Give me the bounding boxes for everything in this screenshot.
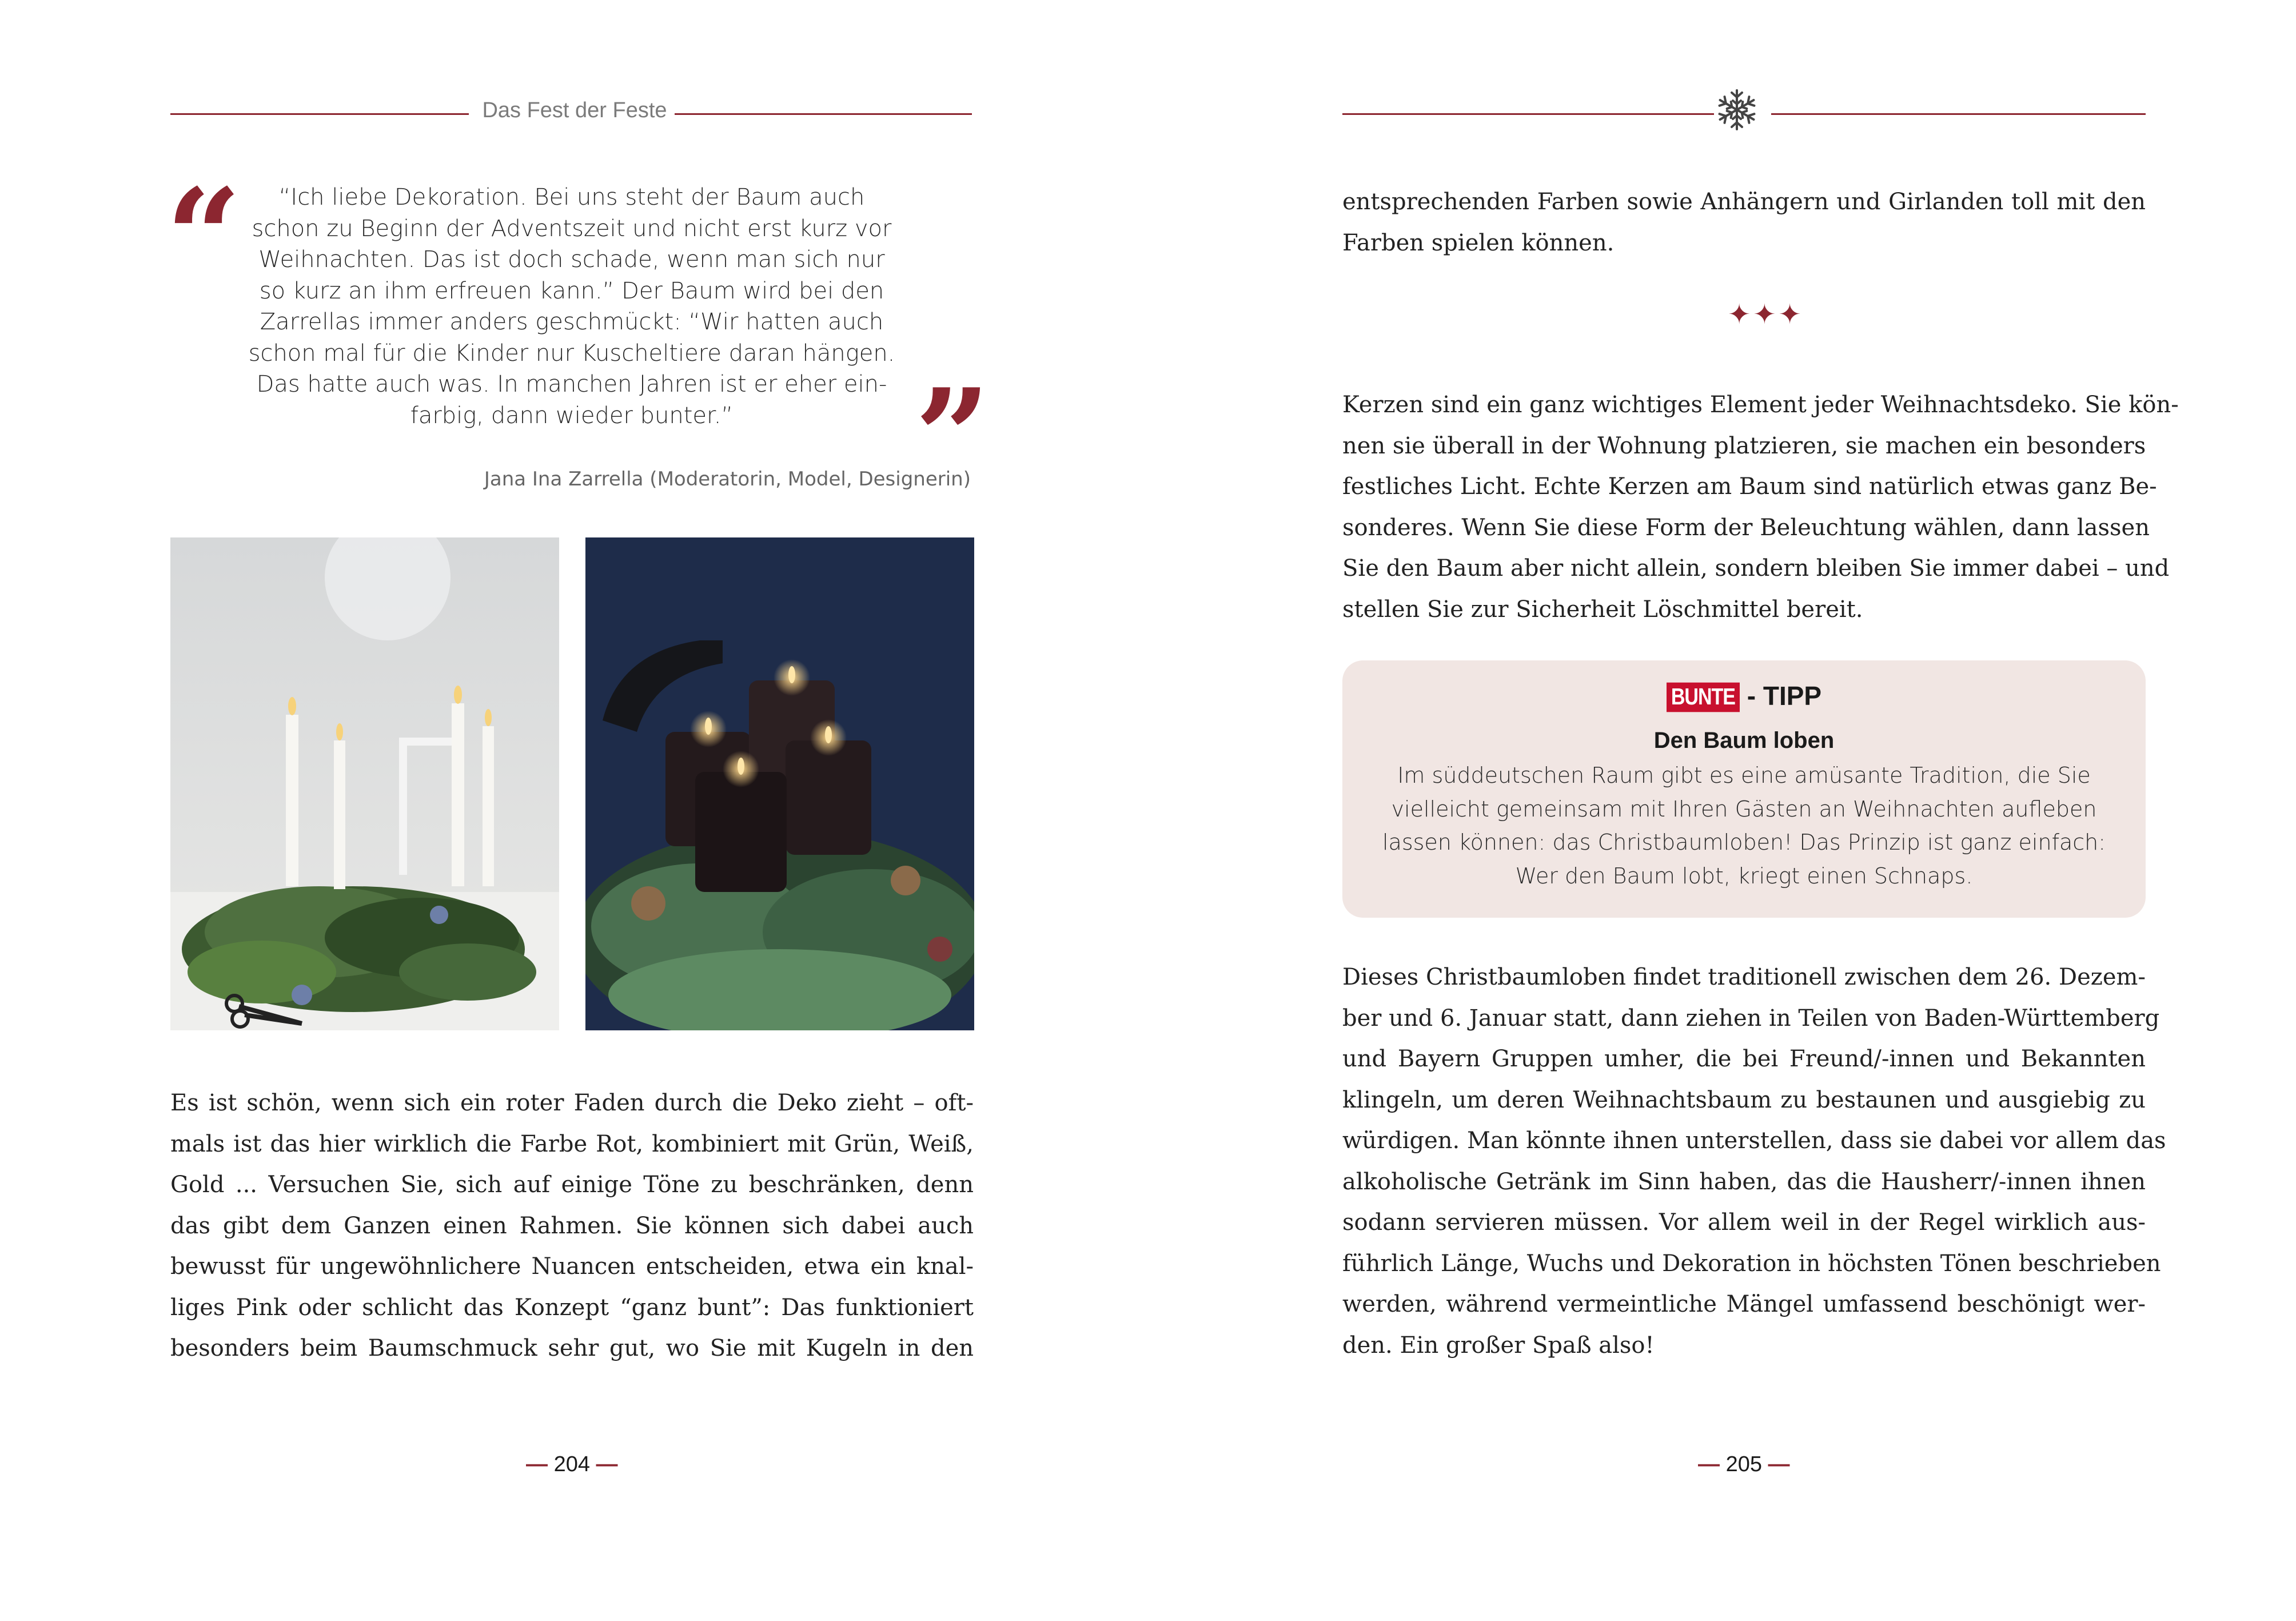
pull-quote: “Ich liebe Dekoration. Bei uns steht der Baum auch schon zu Beginn der Adventszeit und nicht erst kurz vor Weihnachten. Das ist doch schade, wenn man sich nur so kurz an ihm erfreuen kann.” Der Baum wird bei den Zarrellas immer anders geschmückt: “Wir hatten auch schon mal für die Kinder nur Kuscheltiere daran hängen. Das hatte auch was. In manchen Jahren ist er eher ein- farbig, dann wieder bunter.” <box>248 184 895 429</box>
tip-text: Im süddeutschen Raum gibt es eine amüsante Tradition, die Sie vielleicht gemeinsam mit Ihren Gästen an Weihnachten aufleben lassen können: das Christbaumloben! Das Prinzip ist ganz einfach: Wer den Baum lobt, kriegt einen Schnaps. <box>1382 763 2106 889</box>
opening-quote-icon: “ <box>166 160 242 314</box>
tip-title: Den Baum loben <box>1653 728 1835 753</box>
diamond-divider-icon: ✦✦✦ <box>1728 298 1804 330</box>
body-text-closing: Dieses Christbaumloben findet traditionell zwischen dem 26. Dezem- ber und 6. Januar statt, dann ziehen in Teilen von Baden-Württemberg und Bayern Gruppen umher, die bei Freund/-innen und Bekannten klingeln, um deren Weihnachtsbaum zu bestaunen und ausgiebig zu würdigen. Man könnte ihnen unterstellen, dass sie dabei vor allem das alkoholische Getränk im Sinn haben, das die Hausherr/-innen ihnen sodann servieren müssen. Vor allem weil in der Regel wirklich aus- führlich Länge, Wuchs und Dekoration in höchsten Tönen beschrieben werden, während vermeintliche Mängel umfassend beschönigt wer- den. Ein großer Spaß also! <box>1342 964 2166 1359</box>
running-head: Das Fest der Feste <box>482 98 667 122</box>
header-rule-left <box>170 113 469 115</box>
snowflake-icon <box>1714 87 1760 133</box>
tip-box <box>1342 660 2146 918</box>
tip-label: - TIPP <box>1739 681 1822 711</box>
tip-heading <box>1342 680 2146 711</box>
body-text-left: Es ist schön, wenn sich ein roter Faden durch die Deko zieht – oft- mals ist das hier wirklich die Farbe Rot, kombiniert mit Grün, Weiß, Gold ... Versuchen Sie, sich auf einige Töne zu beschränken, denn das gibt dem Ganzen einen Rahmen. Sie können sich dabei auch bewusst für ungewöhnlichere Nuancen entscheiden, etwa ein knal- liges Pink oder schlicht das Konzept “ganz bunt”: Das funktioniert besonders beim Baumschmuck sehr gut, wo Sie mit Kugeln in den <box>170 1090 974 1361</box>
photo-dark-candle-wreath <box>585 537 974 1030</box>
photo-white-candle-wreath <box>170 537 559 1030</box>
quote-attribution: Jana Ina Zarrella (Moderatorin, Model, Designerin) <box>484 468 971 491</box>
header-rule-left <box>1342 113 1714 115</box>
page-number-left: — 204 — <box>526 1452 618 1476</box>
header-rule-right <box>1771 113 2146 115</box>
body-text-candles: Kerzen sind ein ganz wichtiges Element jeder Weihnachtsdeko. Sie kön- nen sie überall in der Wohnung platzieren, sie machen ein besonders festliches Licht. Echte Kerzen am Baum sind natürlich etwas ganz Be- sonderes. Wenn Sie diese Form der Beleuchtung wählen, dann lassen Sie den Baum aber nicht allein, sondern bleiben Sie immer dabei – und stellen Sie zur Sicherheit Löschmittel bereit. <box>1342 392 2179 623</box>
right-page <box>1148 0 2296 1621</box>
closing-quote-icon: ” <box>915 360 991 515</box>
header-rule-right <box>675 113 972 115</box>
body-text-intro: entsprechenden Farben sowie Anhängern und Girlanden toll mit den Farben spielen können. <box>1342 189 2146 256</box>
page-number-right: — 205 — <box>1698 1452 1790 1476</box>
brand-logo: BUNTE <box>1667 683 1740 712</box>
